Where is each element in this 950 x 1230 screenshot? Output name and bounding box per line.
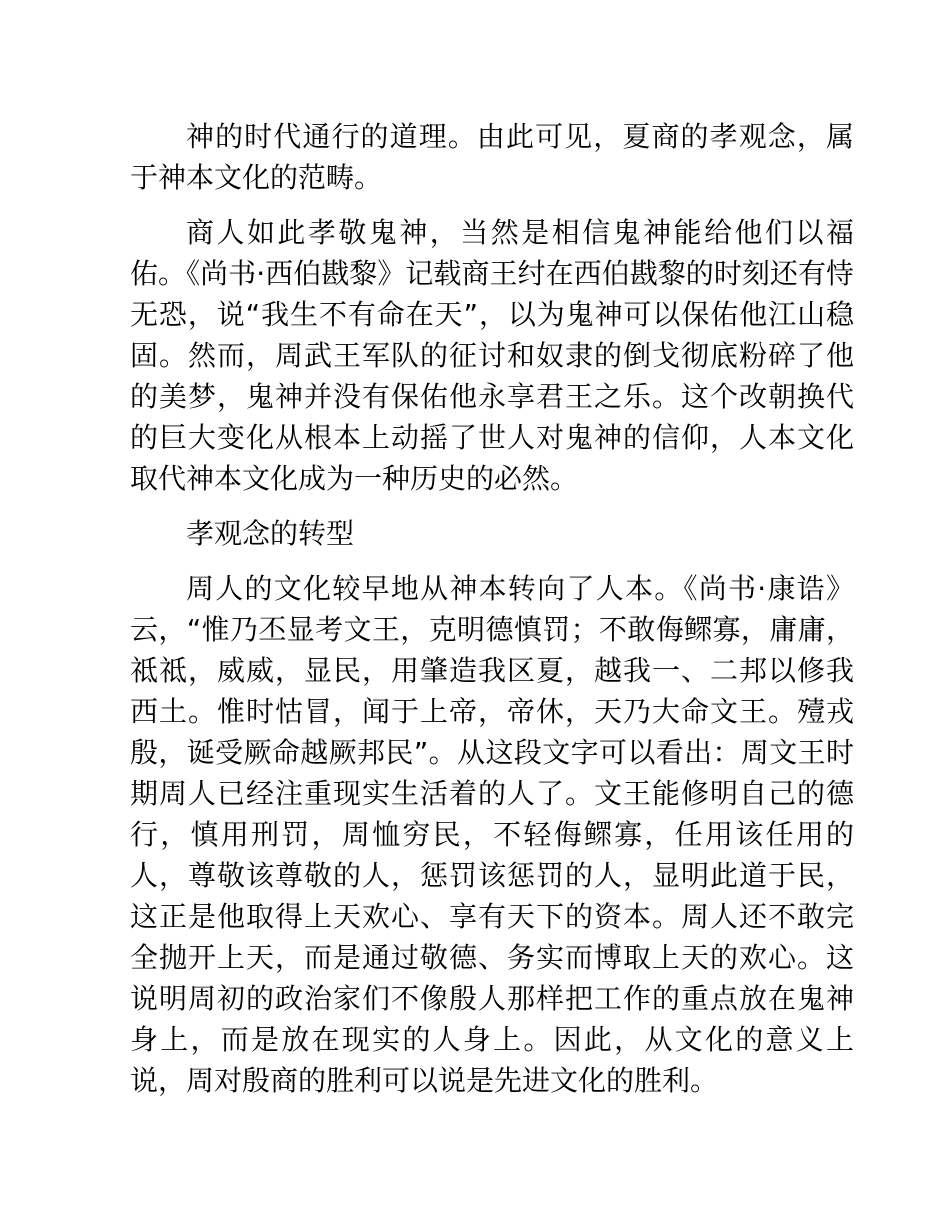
document-body [130,116,854,1101]
section-heading: 孝观念的转型 [186,517,355,550]
paragraph: 商人如此孝敬鬼神，当然是相信鬼神能给他们以福佑。《尚书·西伯戡黎》记载商王纣在西伯戡黎的时刻还有恃无恐，说“我生不有命在天”，以为鬼神可以保佑他江山稳固。然而，周武王军队的征讨和奴隶的倒戈彻底粉碎了他的美梦，鬼神并没有保佑他永享君王之乐。这个改朝换代的巨大变化从根本上动摇了世人对鬼神的信仰，人本文化取代神本文化成为一种历史的必然。 [130,216,854,495]
paragraph: 周人的文化较早地从神本转向了人本。《尚书·康诰》云，“惟乃丕显考文王，克明德慎罚；不敢侮鳏寡，庸庸，祗祗，威威，显民，用肇造我区夏，越我一、二邦以修我西土。惟时怙冒，闻于上帝，帝休，天乃大命文王。殪戎殷，诞受厥命越厥邦民”。从这段文字可以看出：周文王时期周人已经注重现实生活着的人了。文王能修明自己的德行，慎用刑罚，周恤穷民，不轻侮鳏寡，任用该任用的人，尊敬该尊敬的人，惩罚该惩罚的人，显明此道于民，这正是他取得上天欢心、享有天下的资本。周人还不敢完全抛开上天，而是通过敬德、务实而博取上天的欢心。这说明周初的政治家们不像殷人那样把工作的重点放在鬼神身上，而是放在现实的人身上。因此，从文化的意义上说，周对殷商的胜利可以说是先进文化的胜利。 [130,572,854,1097]
paragraph: 神的时代通行的道理。由此可见，夏商的孝观念，属于神本文化的范畴。 [130,120,854,194]
